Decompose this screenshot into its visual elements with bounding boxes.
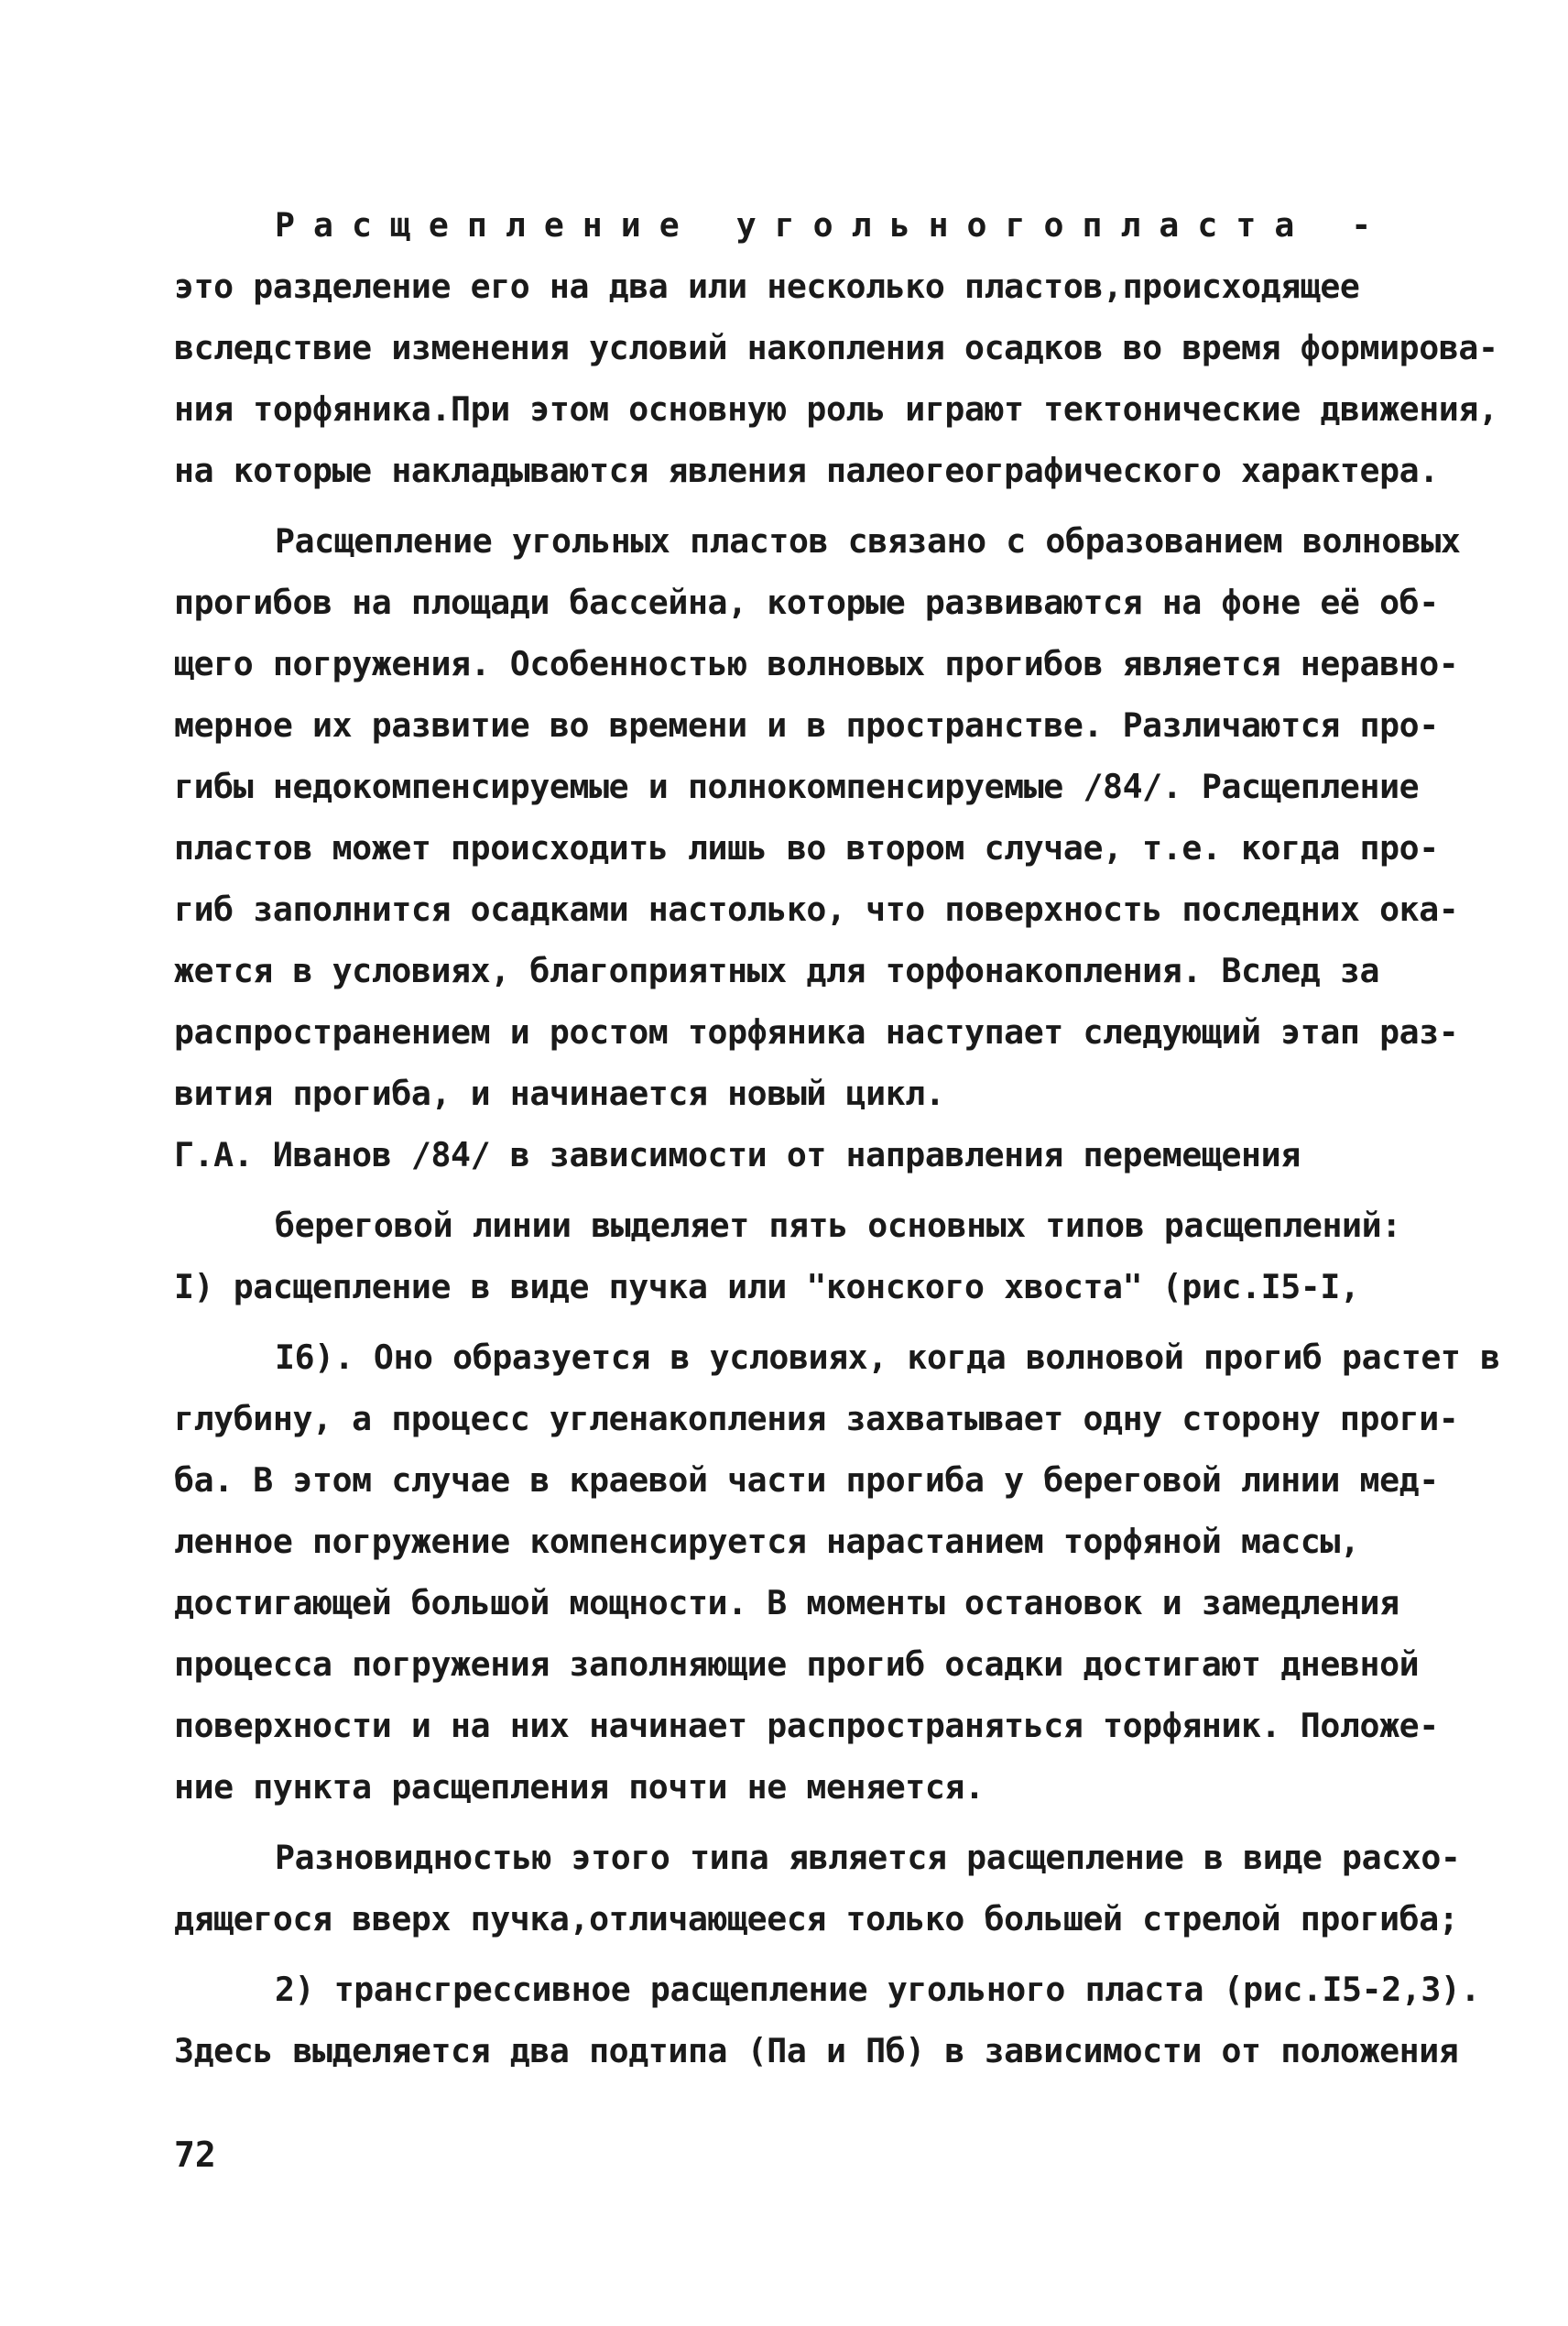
text-line: Расщепление угольных пластов связано с образованием волновых — [275, 521, 1461, 561]
text-line: распространением и ростом торфяника наступает следующий этап раз- — [174, 1012, 1459, 1052]
text-line: пластов может происходить лишь во втором случае, т.е. когда про- — [174, 828, 1439, 868]
page-number: 72 — [174, 2135, 216, 2175]
paragraph-gap — [174, 501, 1410, 510]
text-line: дящегося вверх пучка,отличающееся только большей стрелой прогиба; — [174, 1899, 1459, 1938]
paragraph-gap — [174, 1818, 1410, 1827]
text-line: вития прогиба, и начинается новый цикл. — [174, 1074, 945, 1113]
text-line: щего погружения. Особенностью волновых прогибов является неравно- — [174, 644, 1459, 683]
text-line: I) расщепление в виде пучка или "конского хвоста" (рис.I5-I, — [174, 1267, 1360, 1306]
text-line: гиб заполнится осадками настолько, что поверхность последних ока- — [174, 890, 1459, 929]
text-line: ба. В этом случае в краевой части прогиба у береговой линии мед- — [174, 1460, 1439, 1500]
text-line: Г.А. Иванов /84/ в зависимости от направления перемещения — [174, 1135, 1301, 1174]
paragraph-gap — [174, 1317, 1410, 1327]
text-line: процесса погружения заполняющие прогиб осадки достигают дневной — [174, 1644, 1420, 1684]
text-line: на которые накладываются явления палеогеографического характера. — [174, 451, 1439, 490]
text-line: ние пункта расщепления почти не меняется. — [174, 1767, 985, 1807]
text-line: береговой линии выделяет пять основных типов расщеплений: — [275, 1206, 1401, 1245]
text-line: гибы недокомпенсируемые и полнокомпенсируемые /84/. Расщепление — [174, 767, 1420, 806]
text-line: ния торфяника.При этом основную роль играют тектонические движения, — [174, 389, 1498, 429]
text-line: ленное погружение компенсируется нарастанием торфяной массы, — [174, 1522, 1360, 1561]
document-body — [174, 194, 1500, 2081]
text-line: I6). Оно образуется в условиях, когда волновой прогиб растет в — [275, 1338, 1500, 1377]
text-line: прогибов на площади бассейна, которые развиваются на фоне её об- — [174, 583, 1439, 622]
text-line: Здесь выделяется два подтипа (Пa и Пб) в зависимости от положения — [174, 2031, 1459, 2070]
paragraph-gap — [174, 1949, 1410, 1959]
text-line: Разновидностью этого типа является расщепление в виде расхо- — [275, 1838, 1461, 1877]
text-line: Расщепление угольногопласта - — [275, 205, 1390, 245]
text-line: поверхности и на них начинает распространяться торфяник. Положе- — [174, 1706, 1439, 1745]
paragraph-gap — [174, 1185, 1410, 1195]
text-line: достигающей большой мощности. В моменты остановок и замедления — [174, 1583, 1399, 1622]
text-line: жется в условиях, благоприятных для торфонакопления. Вслед за — [174, 951, 1380, 990]
text-line: 2) трансгрессивное расщепление угольного пласта (рис.I5-2,3). — [275, 1970, 1481, 2009]
text-line: мерное их развитие во времени и в пространстве. Различаются про- — [174, 705, 1439, 745]
text-line: вследствие изменения условий накопления осадков во время формирова- — [174, 328, 1498, 367]
text-line: это разделение его на два или несколько пластов,происходящее — [174, 267, 1360, 306]
text-line: глубину, а процесс угленакопления захватывает одну сторону проги- — [174, 1399, 1459, 1438]
